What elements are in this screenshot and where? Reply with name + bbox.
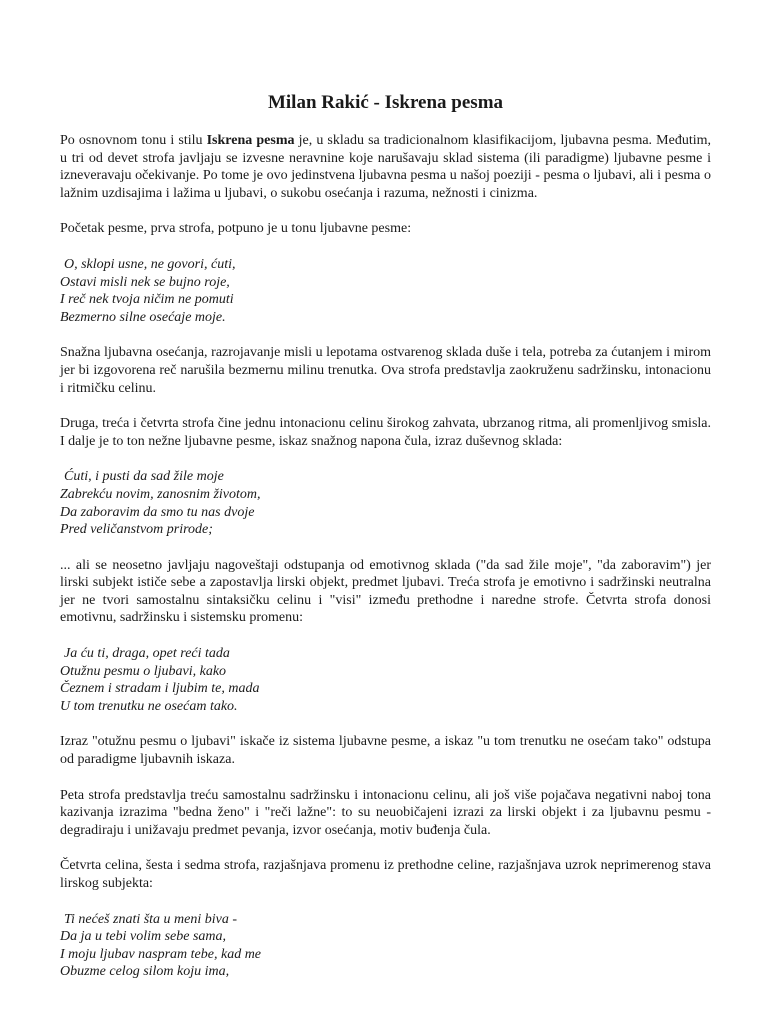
paragraph-analysis-1: Snažna ljubavna osećanja, razrojavanje misli u lepotama ostvarenog sklada duše i tela, potreba za ćutanjem i mirom jer bi izgovorena reč narušila bezmernu milinu trenutka. Ova strofa predstavlja zaokruženu sadržinsku, intonacionu i ritmičku celinu.: [60, 345, 711, 396]
verse-line: I moju ljubav naspram tebe, kad me: [60, 946, 262, 962]
poem-title-bold: Iskrena pesma: [206, 133, 295, 148]
verse-line: Da ja u tebi volim sebe sama,: [60, 929, 227, 945]
verse-stanza-3: [60, 645, 711, 715]
paragraph-intro-text-end: je, u skladu sa tradicionalnom klasifikacijom, ljubavna pesma. Međutim, u tri od devet strofa javljaju se izvesne neravnine koje narušavaju sklad sistema (ili paradigme) ljubavne pesme i izneveravaju očekivanje. Po tome je ovo jedinstvena ljubavna pesma u našoj poeziji - pesma o ljubavi, ali i pesma o lažnim uzdisajima i lažima u ljubavi, o sukobu osećanja i razuma, nežnosti i cinizma.: [60, 133, 711, 201]
verse-line: Bezmerno silne osećaje moje.: [60, 309, 226, 325]
verse-line: Zabrekću novim, zanosnim životom,: [60, 486, 261, 502]
verse-line: Otužnu pesmu o ljubavi, kako: [60, 663, 227, 679]
verse-line: Obuzme celog silom koju ima,: [60, 964, 230, 980]
verse-line: Pred veličanstvom prirode;: [60, 522, 213, 538]
verse-line: I reč nek tvoja ničim ne pomuti: [60, 292, 234, 308]
paragraph-analysis-2: Druga, treća i četvrta strofa čine jednu intonacionu celinu širokog zahvata, ubrzanog ritma, ali promenljivog smisla. I dalje je to ton nežne ljubavne pesme, iskaz snažnog napona čula, izraz duševnog sklada:: [60, 416, 711, 449]
paragraph-analysis-3: ... ali se neosetno javljaju nagoveštaji odstupanja od emotivnog sklada ("da sad žile moje", "da zaboravim") jer lirski subjekt ističe sebe a zapostavlja lirski objekt, predmet ljubavi. Treća strofa je emotivno i sadržinski neutralna jer ne tvori samostalnu sintaksičku celinu i "visi" između prethodne i naredne strofe. Četvrta strofa donosi emotivnu, sadržinsku i sistemsku promenu:: [60, 557, 711, 626]
verse-line: Da zaboravim da smo tu nas dvoje: [60, 504, 255, 520]
verse-line: Ti nećeš znati šta u meni biva -: [64, 911, 238, 927]
verse-stanza-1: [60, 256, 711, 326]
verse-line: Ja ću ti, draga, opet reći tada: [64, 646, 230, 662]
paragraph-analysis-6: Četvrta celina, šesta i sedma strofa, razjašnjava promenu iz prethodne celine, razjašnjava uzrok neprimerenog stava lirskog subjekta:: [60, 858, 711, 891]
verse-stanza-2: [60, 468, 711, 538]
paragraph-analysis-4: Izraz "otužnu pesmu o ljubavi" iskače iz sistema ljubavne pesme, a iskaz "u tom trenutku ne osećam tako" odstupa od paradigme ljubavnih iskaza.: [60, 734, 711, 768]
verse-stanza-4: [60, 911, 711, 981]
paragraph-analysis-5: Peta strofa predstavlja treću samostalnu sadržinsku i intonacionu celinu, ali još više pojačava negativni naboj tona kazivanja izrazima "bedna ženo" i "reči lažne": to su neuobičajeni izrazi za lirski objekt i za ljubavnu pesmu - degradiraju i unižavaju predmet pevanja, izvor osećanja, motiv buđenja čula.: [60, 787, 711, 838]
document-title: Milan Rakić - Iskrena pesma: [267, 92, 504, 113]
verse-line: U tom trenutku ne osećam tako.: [60, 698, 238, 714]
paragraph-first-stanza-intro: Početak pesme, prva strofa, potpuno je u tonu ljubavne pesme:: [60, 221, 412, 237]
verse-line: O, sklopi usne, ne govori, ćuti,: [64, 256, 236, 272]
verse-line: Čeznem i stradam i ljubim te, mada: [60, 681, 260, 697]
verse-line: Ćuti, i pusti da sad žile moje: [64, 469, 224, 485]
verse-line: Ostavi misli nek se bujno roje,: [60, 274, 230, 290]
paragraph-intro: [60, 132, 711, 202]
paragraph-intro-text-start: Po osnovnom tonu i stilu: [60, 133, 207, 148]
